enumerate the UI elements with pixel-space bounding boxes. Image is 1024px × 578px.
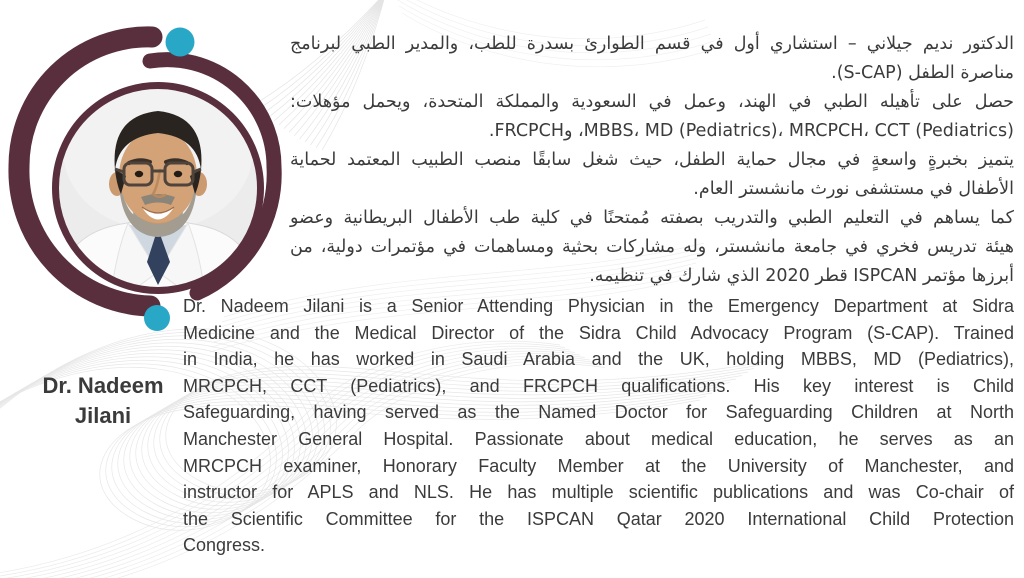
profile-name-line: Dr. Nadeem <box>42 373 164 398</box>
bio-arabic <box>290 30 1014 291</box>
bio-arabic-line: الدكتور نديم جيلاني – استشاري أول في قسم الطوارئ بسدرة للطب، والمدير الطبي لبرنامج <box>290 34 1014 54</box>
bio-english-line: Safeguarding, having served as the Named Doctor for Safeguarding Children at North <box>183 402 1014 423</box>
profile-photo <box>58 70 258 288</box>
bio-english <box>183 293 1014 559</box>
bio-arabic-line: مناصرة الطفل (S-CAP). <box>831 63 1014 83</box>
bio-arabic-line: أبرزها مؤتمر ISPCAN قطر 2020 الذي شارك في تنظيمه. <box>589 266 1014 286</box>
bio-arabic-line: يتميز بخبرةٍ واسعةٍ في مجال حماية الطفل، حيث شغل سابقًا منصب الطبيب المعتمد لحماية <box>290 150 1014 170</box>
bio-english-line: Congress. <box>183 535 266 556</box>
bio-english-line: the Scientific Committee for the ISPCAN Qatar 2020 International Child Protection <box>183 508 1014 529</box>
bio-english-line: MRCPCH examiner, Honorary Faculty Member at the University of Manchester, and <box>183 455 1014 476</box>
bio-english-line: Medicine and the Medical Director of the Sidra Child Advocacy Program (S-CAP). Trained <box>183 322 1014 343</box>
bio-arabic-line: حصل على تأهيله الطبي في الهند، وعمل في السعودية والمملكة المتحدة، ويحمل مؤهلات: <box>290 92 1014 112</box>
bio-arabic-line: هيئة تدريس فخري في جامعة مانشستر، وله مشاركات بحثية ومساهمات في مؤتمرات دولية، من <box>290 237 1014 257</box>
bio-english-line: MRCPCH, CCT (Pediatrics), and FRCPCH qualifications. His key interest is Child <box>183 375 1014 396</box>
bio-arabic-line: MBBS، MD (Pediatrics)، MRCPCH، CCT (Pediatrics)، وFRCPCH. <box>488 121 1014 141</box>
bio-english-line: in India, he has worked in Saudi Arabia and the UK, holding MBBS, MD (Pediatrics), <box>183 349 1014 370</box>
bio-english-line: Manchester General Hospital. Passionate about medical education, he serves as an <box>183 428 1014 449</box>
bio-english-line: Dr. Nadeem Jilani is a Senior Attending Physician in the Emergency Department at Sidra <box>183 296 1014 316</box>
bio-arabic-line: كما يساهم في التعليم الطبي والتدريب بصفته مُمتحنًا في كلية طب الأطفال البريطانية وعضو <box>290 208 1014 228</box>
teal-dot-bottom <box>144 305 170 331</box>
profile-name <box>23 371 183 431</box>
bio-arabic-line: الأطفال في مستشفى نورث مانشستر العام. <box>693 179 1014 199</box>
bio-english-line: instructor for APLS and NLS. He has multiple scientific publications and was Co-chair of <box>183 482 1014 503</box>
profile-name-line: Jilani <box>74 403 132 428</box>
teal-dot-top <box>166 28 195 57</box>
